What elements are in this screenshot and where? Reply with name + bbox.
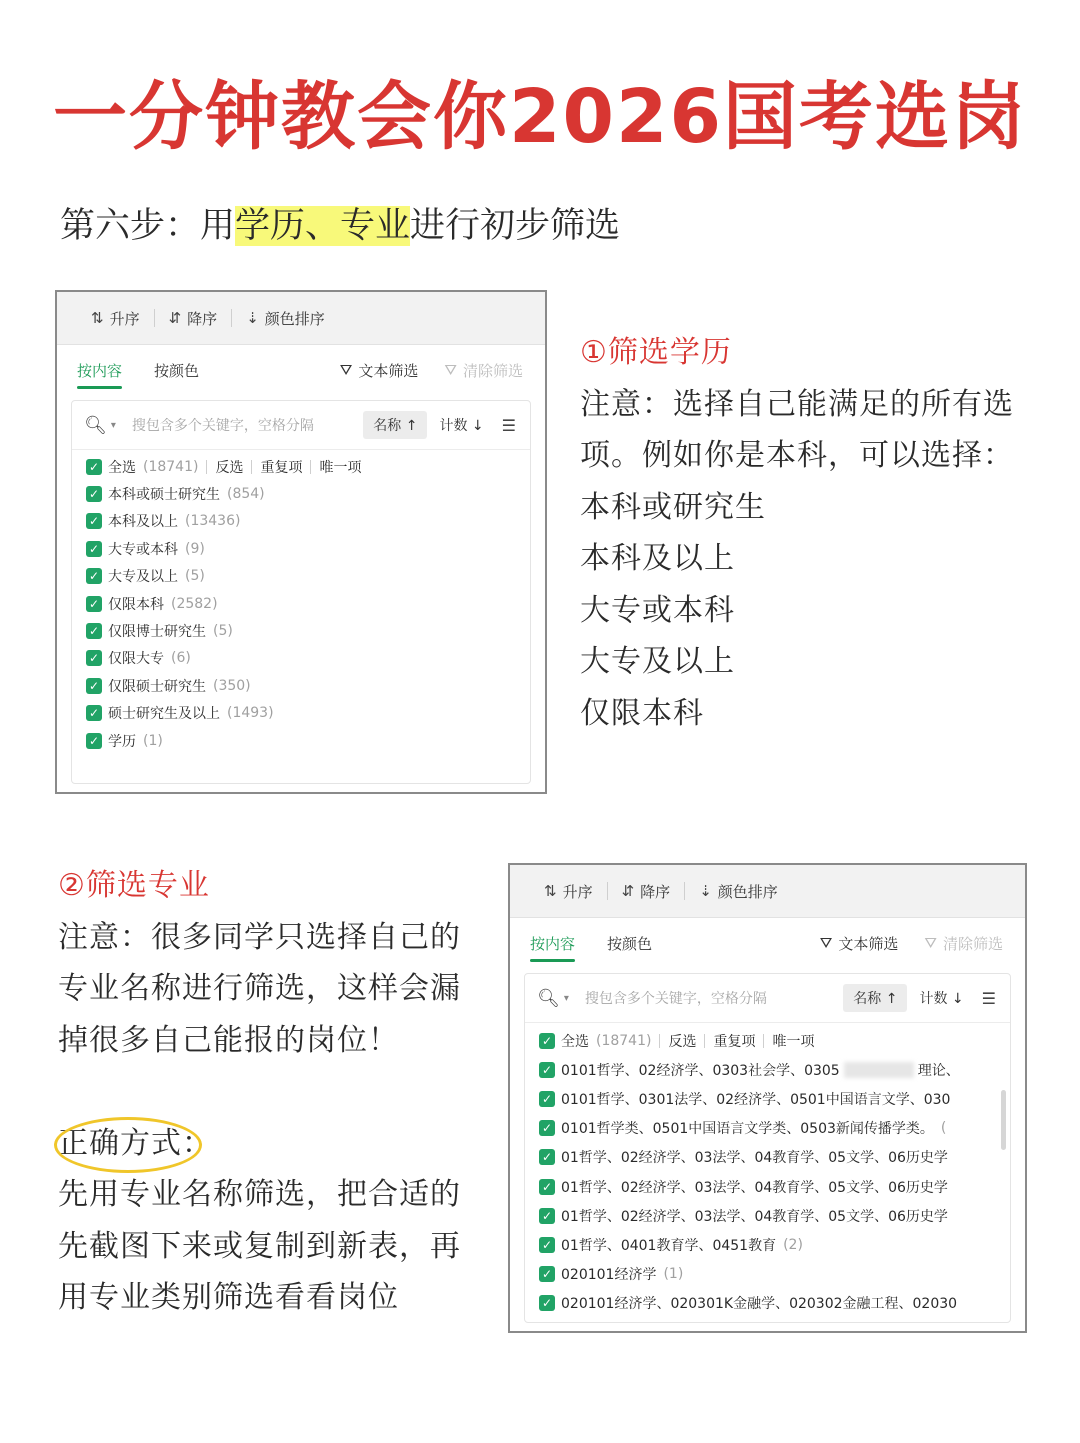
divider [704, 1034, 705, 1048]
select-all-count: (18741) [143, 458, 199, 475]
sort-desc-button[interactable] [155, 308, 232, 329]
divider [763, 1034, 764, 1048]
checkbox-checked-icon[interactable]: ✓ [539, 1237, 555, 1253]
sort-by-count-button[interactable] [439, 415, 483, 435]
item-label: 01哲学、0401教育学、0451教育 [561, 1237, 777, 1254]
tab-by-color[interactable]: 按颜色 [154, 361, 200, 380]
sort-by-name-button[interactable] [843, 984, 907, 1012]
item-label: 本科及以上 [108, 514, 178, 531]
item-count: ( [940, 1120, 947, 1137]
item-label: 020101经济学 [561, 1267, 657, 1284]
search-icon[interactable]: 🔍︎ [537, 987, 560, 1009]
checkbox-checked-icon[interactable]: ✓ [539, 1208, 555, 1224]
text-filter-label: 文本筛选 [838, 934, 899, 953]
checkbox-checked-icon[interactable]: ✓ [86, 513, 102, 529]
item-count: (2582) [171, 595, 218, 612]
checkbox-checked-icon[interactable]: ✓ [539, 1179, 555, 1195]
clear-filter-button[interactable] [924, 933, 1003, 954]
list-item[interactable] [86, 590, 522, 617]
list-item[interactable] [86, 563, 522, 590]
annotation-line: 本科及以上 [580, 541, 735, 576]
list-item[interactable] [539, 1201, 1002, 1230]
item-label: 0101哲学类、0501中国语言文学类、0503新闻传播学类。 [561, 1121, 934, 1138]
select-all-label: 全选 [108, 459, 136, 476]
checkbox-checked-icon[interactable]: ✓ [539, 1266, 555, 1282]
chevron-down-icon[interactable]: ▾ [110, 419, 116, 431]
list-item[interactable] [539, 1055, 1002, 1084]
arrow-down-icon: ↓ [471, 418, 484, 434]
item-label: 0101哲学、0301法学、02经济学、0501中国语言文学、030 [561, 1091, 951, 1108]
item-count: 理论、 [917, 1062, 960, 1079]
item-count: (5) [213, 623, 233, 640]
correct-method-heading: 正确方式： [58, 1125, 213, 1161]
sort-desc-label: 降序 [640, 882, 671, 901]
select-all-row[interactable] [539, 1026, 1002, 1055]
list-item[interactable] [86, 508, 522, 535]
unique-link[interactable]: 唯一项 [319, 459, 362, 476]
invert-selection-link[interactable]: 反选 [668, 1033, 697, 1050]
step-suffix: 进行初步筛选 [410, 206, 621, 246]
sort-desc-icon: ⇵ [621, 882, 635, 900]
chevron-down-icon[interactable]: ▾ [563, 992, 569, 1004]
annotation-major [58, 860, 498, 1324]
funnel-clear-icon: ⛛ [924, 934, 937, 952]
filter-list-box [71, 400, 531, 784]
annotation-line: 注意：选择自己能满足的所有选 [580, 386, 1014, 422]
sort-count-label: 计数 [919, 991, 948, 1007]
checkbox-checked-icon[interactable]: ✓ [86, 705, 102, 721]
divider [310, 460, 311, 474]
item-label: 仅限本科 [108, 596, 164, 613]
item-label: 大专及以上 [108, 569, 178, 586]
invert-selection-link[interactable]: 反选 [215, 459, 244, 476]
item-label: 01哲学、02经济学、03法学、04教育学、05文学、06历史学 [561, 1179, 948, 1196]
filter-tabs [510, 917, 1025, 969]
divider [206, 460, 207, 474]
select-all-row[interactable] [86, 453, 522, 480]
color-sort-label: 颜色排序 [264, 309, 325, 328]
arrow-up-icon: ↑ [405, 418, 418, 434]
annotation-education [580, 327, 1050, 739]
divider [659, 1034, 660, 1048]
checkbox-checked-icon[interactable]: ✓ [539, 1120, 555, 1136]
clear-filter-label: 清除筛选 [462, 361, 523, 380]
annotation-line: 专业名称进行筛选，这样会漏 [58, 971, 461, 1006]
page-title: 一分钟教会你2026国考选岗 [53, 74, 1027, 160]
item-label: 仅限博士研究生 [108, 624, 206, 641]
annotation-line: 先截图下来或复制到新表，再 [58, 1228, 461, 1264]
checkbox-checked-icon[interactable]: ✓ [539, 1149, 555, 1165]
item-label: 本科或硕士研究生 [108, 487, 220, 504]
annotation-line: 注意：很多同学只选择自己的 [58, 919, 461, 955]
search-bar [72, 401, 530, 450]
color-sort-icon: ⇣ [699, 882, 712, 900]
funnel-icon: ⛛ [819, 934, 833, 952]
item-label: 学历 [108, 733, 136, 750]
checkbox-checked-icon[interactable]: ✓ [539, 1295, 555, 1311]
list-scrollbar[interactable] [1001, 1090, 1006, 1150]
annotation-line: 仅限本科 [580, 695, 704, 731]
annotation-line: 掉很多自己能报的岗位！ [58, 1022, 399, 1058]
sort-count-label: 计数 [439, 418, 468, 434]
clear-filter-button[interactable] [444, 360, 523, 381]
unique-link[interactable]: 唯一项 [772, 1033, 815, 1050]
item-count: (5) [185, 568, 205, 585]
item-count: (6) [171, 650, 191, 667]
item-count: (13436) [185, 513, 241, 530]
clear-filter-label: 清除筛选 [942, 934, 1003, 953]
list-item[interactable] [86, 617, 522, 644]
filter-list-box [524, 973, 1011, 1323]
list-item[interactable] [86, 700, 522, 727]
value-list [539, 1026, 1002, 1318]
sort-toolbar [510, 865, 1025, 918]
divider [251, 460, 252, 474]
annotation-line: 本科或研究生 [580, 489, 766, 525]
tab-by-content[interactable]: 按内容 [530, 934, 576, 953]
sort-by-name-button[interactable] [363, 411, 427, 439]
color-sort-label: 颜色排序 [717, 882, 778, 901]
text-filter-button[interactable] [340, 360, 419, 381]
checkbox-checked-icon[interactable]: ✓ [86, 568, 102, 584]
annotation-heading: ①筛选学历 [580, 335, 732, 370]
sort-by-count-button[interactable] [919, 988, 963, 1008]
checkbox-checked-icon[interactable]: ✓ [86, 596, 102, 612]
sort-toolbar [57, 292, 545, 345]
color-sort-icon: ⇣ [246, 309, 259, 327]
major-filter-panel [508, 863, 1027, 1333]
checkbox-checked-icon[interactable]: ✓ [86, 678, 102, 694]
annotation-line: 项。例如你是本科，可以选择： [580, 438, 1014, 473]
item-count: (1493) [227, 705, 274, 722]
tab-by-content[interactable]: 按内容 [77, 361, 123, 380]
tab-by-color[interactable]: 按颜色 [607, 934, 653, 953]
list-item[interactable] [86, 645, 522, 672]
sort-asc-label: 升序 [109, 309, 140, 328]
list-item[interactable] [539, 1260, 1002, 1289]
checkbox-checked-icon[interactable]: ✓ [539, 1062, 555, 1078]
checkbox-checked-icon[interactable]: ✓ [86, 623, 102, 639]
search-input[interactable]: 搜包含多个关键字，空格分隔 [131, 418, 314, 434]
item-label: 01哲学、02经济学、03法学、04教育学、05文学、06历史学 [561, 1208, 948, 1225]
education-filter-panel [55, 290, 547, 794]
sort-desc-button[interactable] [608, 881, 685, 902]
arrow-up-icon: ↑ [885, 991, 898, 1007]
list-item[interactable] [86, 535, 522, 562]
duplicates-link[interactable]: 重复项 [713, 1033, 756, 1050]
arrow-down-icon: ↓ [951, 991, 964, 1007]
item-count: (1) [143, 732, 163, 749]
duplicates-link[interactable]: 重复项 [260, 459, 303, 476]
step-heading [60, 198, 620, 248]
options-icon[interactable]: ☰ [501, 415, 516, 435]
item-count: (1) [663, 1266, 684, 1283]
item-label: 01哲学、02经济学、03法学、04教育学、05文学、06历史学 [561, 1150, 948, 1167]
sort-asc-icon: ⇅ [91, 309, 104, 327]
select-all-count: (18741) [596, 1032, 652, 1049]
checkbox-checked-icon[interactable]: ✓ [86, 486, 102, 502]
checkbox-checked-icon[interactable]: ✓ [86, 459, 102, 475]
item-label: 020101经济学、020301K金融学、020302金融工程、02030 [561, 1296, 958, 1313]
checkbox-checked-icon[interactable]: ✓ [539, 1033, 555, 1049]
item-label: 0101哲学、02经济学、0303社会学、0305 [561, 1062, 840, 1079]
annotation-line: 大专及以上 [580, 644, 735, 679]
sort-desc-label: 降序 [187, 309, 218, 328]
checkbox-checked-icon[interactable]: ✓ [86, 541, 102, 557]
blurred-region [844, 1062, 914, 1078]
select-all-label: 全选 [561, 1033, 589, 1050]
funnel-clear-icon: ⛛ [444, 361, 457, 379]
list-item[interactable] [86, 727, 522, 754]
annotation-heading: ②筛选专业 [58, 868, 210, 903]
list-item[interactable] [539, 1084, 1002, 1113]
search-icon[interactable]: 🔍︎ [84, 414, 107, 436]
checkbox-checked-icon[interactable]: ✓ [539, 1091, 555, 1107]
item-label: 仅限硕士研究生 [108, 678, 206, 695]
funnel-icon: ⛛ [339, 361, 353, 379]
item-count: (350) [213, 677, 251, 694]
color-sort-button[interactable] [232, 308, 339, 329]
spacer [58, 1066, 498, 1118]
item-label: 硕士研究生及以上 [108, 706, 220, 723]
text-filter-label: 文本筛选 [358, 361, 419, 380]
item-count: (2) [783, 1236, 803, 1253]
options-icon[interactable]: ☰ [981, 988, 996, 1008]
sort-desc-icon: ⇵ [168, 309, 182, 327]
list-item[interactable] [539, 1289, 1002, 1318]
text-filter-button[interactable] [820, 933, 899, 954]
checkbox-checked-icon[interactable]: ✓ [86, 733, 102, 749]
item-count: (854) [227, 486, 265, 503]
step-highlight: 学历、专业 [235, 206, 411, 246]
list-item[interactable] [539, 1143, 1002, 1172]
step-prefix: 第六步：用 [60, 206, 236, 246]
list-item[interactable] [86, 672, 522, 699]
annotation-line: 大专或本科 [580, 592, 735, 628]
sort-asc-button[interactable] [530, 881, 607, 902]
annotation-line: 用专业类别筛选看看岗位 [58, 1280, 399, 1315]
color-sort-button[interactable] [685, 881, 792, 902]
sort-name-label: 名称 [853, 991, 882, 1007]
search-input[interactable]: 搜包含多个关键字，空格分隔 [584, 991, 767, 1007]
sort-asc-icon: ⇅ [544, 882, 557, 900]
item-label: 仅限大专 [108, 651, 164, 668]
sort-asc-label: 升序 [562, 882, 593, 901]
sort-asc-button[interactable] [77, 308, 154, 329]
highlight-oval [54, 1117, 202, 1173]
list-item[interactable] [539, 1172, 1002, 1201]
sort-name-label: 名称 [373, 418, 402, 434]
list-item[interactable] [539, 1230, 1002, 1259]
item-count: (9) [185, 540, 205, 557]
value-list [86, 453, 522, 754]
search-bar [525, 974, 1010, 1023]
checkbox-checked-icon[interactable]: ✓ [86, 650, 102, 666]
filter-tabs [57, 344, 545, 396]
list-item[interactable] [539, 1114, 1002, 1143]
annotation-line: 先用专业名称筛选，把合适的 [58, 1177, 461, 1212]
item-label: 大专或本科 [108, 541, 178, 558]
list-item[interactable] [86, 480, 522, 507]
